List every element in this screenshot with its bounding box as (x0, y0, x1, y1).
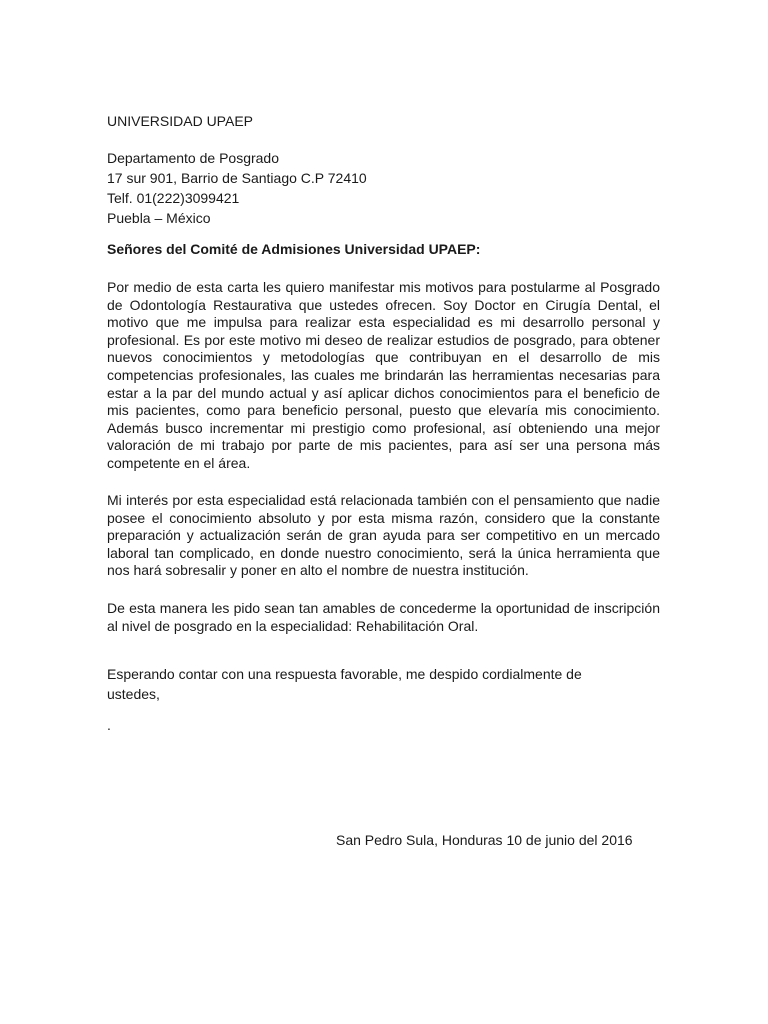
closing-dot: . (107, 717, 111, 733)
body-paragraph-2: Mi interés por esta especialidad está relacionada también con el pensamiento que nadie posee el conocimiento absoluto y por esta misma razón, considero que la constante preparación y actualización serán de gran ayuda para ser competitivo en un mercado laboral tan complicado, en donde nuestro conocimiento, será la única herramienta que nos hará sobresalir y poner en alto el nombre de nuestra institución. (107, 492, 660, 579)
place-date: San Pedro Sula, Honduras 10 de junio del 2016 (336, 832, 633, 848)
salutation: Señores del Comité de Admisiones Universidad UPAEP: (107, 241, 481, 257)
body-paragraph-1: Por medio de esta carta les quiero manifestar mis motivos para postularme al Posgrado de Odontología Restaurativa que ustedes ofrecen. Soy Doctor en Cirugía Dental, el motivo que me impulsa para realizar esta especialidad es mi desarrollo personal y profesional. Es por este motivo mi deseo de realizar estudios de posgrado, para obtener nuevos conocimientos y metodologías que contribuyan en el desarrollo de mis competencias profesionales, las cuales me brindarán las herramientas necesarias para estar a la par del mundo actual y así aplicar dichos conocimientos para el beneficio de mis pacientes, como para beneficio personal, puesto que elevaría mis conocimiento. Además busco incrementar mi prestigio como profesional, así obteniendo una mejor valoración de mi trabajo por parte de mis pacientes, para así ser una persona más competente en el área. (107, 279, 660, 471)
body-paragraph-3: De esta manera les pido sean tan amables de concederme la oportunidad de inscripción al nivel de posgrado en la especialidad: Rehabilitación Oral. (107, 600, 660, 634)
phone-line: Telf. 01(222)3099421 (107, 190, 240, 206)
institution-name: UNIVERSIDAD UPAEP (107, 113, 253, 129)
closing-line: Esperando contar con una respuesta favorable, me despido cordialmente de ustedes, (107, 666, 582, 702)
city-line: Puebla – México (107, 210, 211, 226)
address-line: 17 sur 901, Barrio de Santiago C.P 72410 (107, 170, 367, 186)
department-name: Departamento de Posgrado (107, 150, 279, 166)
